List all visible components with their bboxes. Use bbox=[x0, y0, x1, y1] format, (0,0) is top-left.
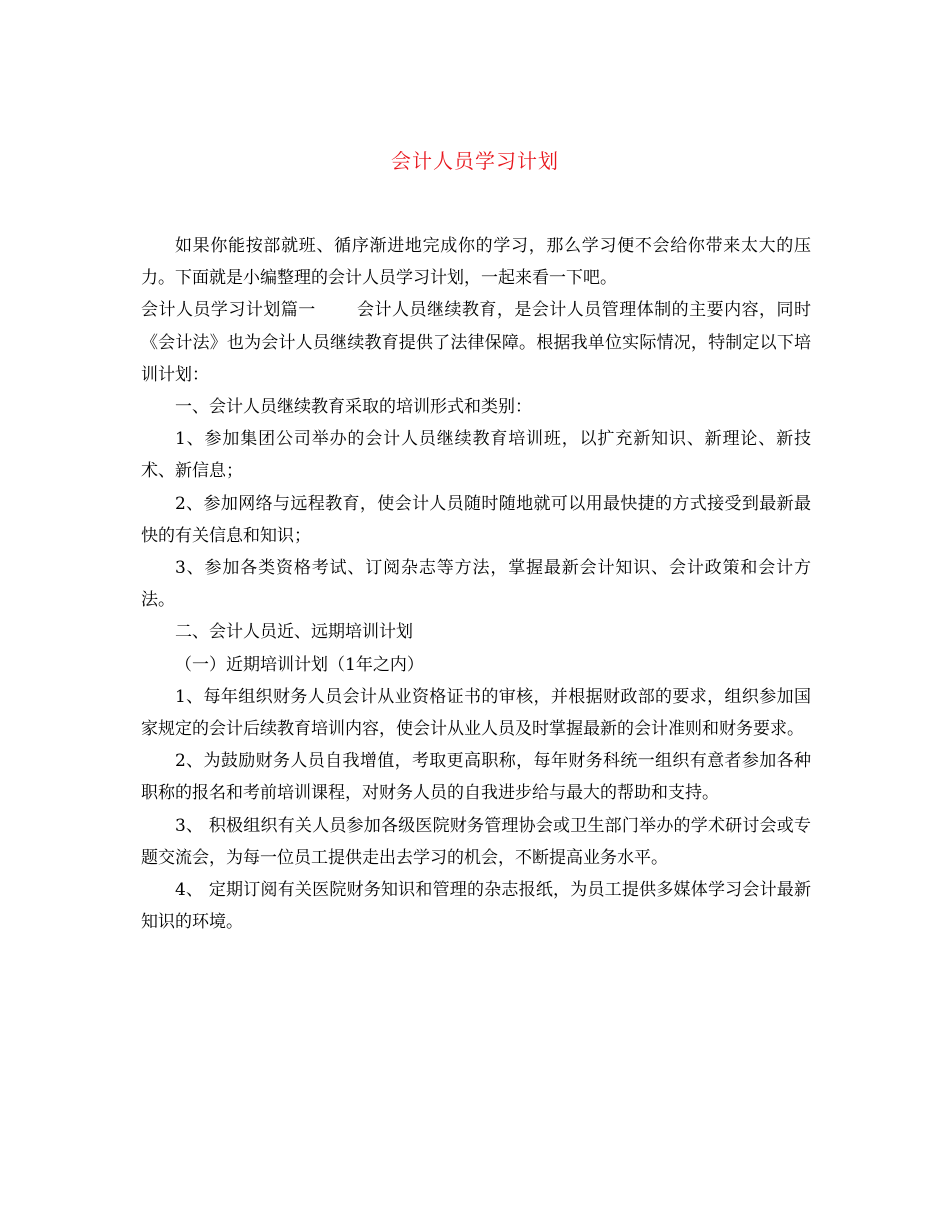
paragraph-short-term-1: 1、每年组织财务人员会计从业资格证书的审核，并根据财政部的要求，组织参加国家规定的会计后续教育培训内容，使会计从业人员及时掌握最新的会计准则和财务要求。 bbox=[141, 686, 811, 740]
document-body bbox=[141, 230, 811, 938]
paragraph-short-term-3: 3、 积极组织有关人员参加各级医院财务管理协会或卫生部门举办的学术研讨会或专题交流会，为每一位员工提供走出去学习的机会，不断提高业务水平。 bbox=[141, 815, 811, 868]
paragraph-short-term-4: 4、 定期订阅有关医院财务知识和管理的杂志报纸，为员工提供多媒体学习会计最新知识的环境。 bbox=[141, 880, 811, 933]
document-title: 会计人员学习计划 bbox=[391, 149, 559, 173]
paragraph-training-forms: 一、会计人员继续教育采取的培训形式和类别： bbox=[175, 397, 532, 418]
paragraph-training-plan: 二、会计人员近、远期培训计划 bbox=[175, 622, 413, 643]
section-paragraph bbox=[141, 294, 811, 391]
paragraph-item-1: 1、参加集团公司举办的会计人员继续教育培训班，以扩充新知识、新理论、新技术、新信息； bbox=[141, 429, 811, 482]
section-text: 会计人员继续教育，是会计人员管理体制的主要内容，同时《会计法》也为会计人员继续教育提供了法律保障。根据我单位实际情况，特制定以下培训计划： bbox=[141, 300, 812, 385]
section-label: 会计人员学习计划篇一 bbox=[141, 300, 316, 321]
paragraph-short-term-heading: （一）近期培训计划（1年之内） bbox=[175, 654, 424, 675]
paragraph-item-3: 3、参加各类资格考试、订阅杂志等方法，掌握最新会计知识、会计政策和会计方法。 bbox=[141, 558, 811, 611]
intro-paragraph: 如果你能按部就班、循序渐进地完成你的学习，那么学习便不会给你带来太大的压力。下面就是小编整理的会计人员学习计划，一起来看一下吧。 bbox=[141, 236, 811, 289]
paragraph-item-2: 2、参加网络与远程教育，使会计人员随时随地就可以用最快捷的方式接受到最新最快的有关信息和知识； bbox=[141, 493, 811, 546]
paragraph-short-term-2: 2、为鼓励财务人员自我增值，考取更高职称，每年财务科统一组织有意者参加各种职称的报名和考前培训课程，对财务人员的自我进步给与最大的帮助和支持。 bbox=[141, 751, 811, 804]
